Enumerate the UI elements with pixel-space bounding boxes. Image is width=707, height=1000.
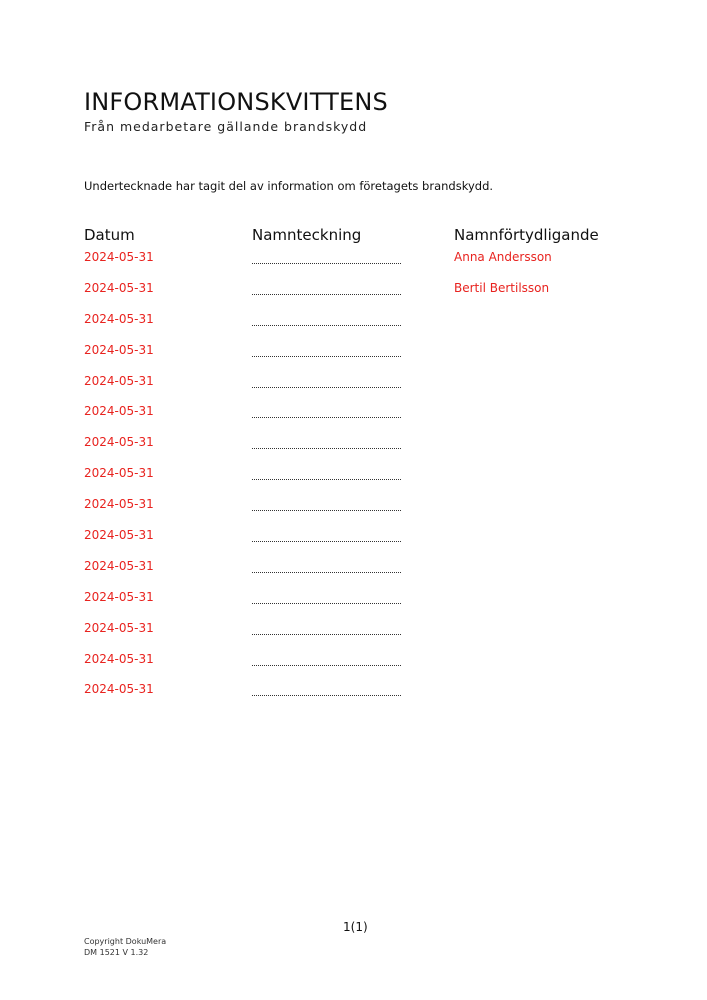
signature-line <box>252 294 401 295</box>
table-row <box>0 250 707 281</box>
document-title: INFORMATIONSKVITTENS <box>84 88 388 116</box>
column-header-date: Datum <box>84 226 135 244</box>
row-date: 2024-05-31 <box>84 589 154 604</box>
signature-line <box>252 510 401 511</box>
signature-line <box>252 603 401 604</box>
table-row <box>0 435 707 466</box>
footer <box>84 936 166 958</box>
table-row <box>0 281 707 312</box>
table-row <box>0 559 707 590</box>
footer-copyright: Copyright DokuMera <box>84 937 167 946</box>
table-row <box>0 404 707 435</box>
row-date: 2024-05-31 <box>84 342 154 357</box>
signature-line <box>252 417 401 418</box>
row-date: 2024-05-31 <box>84 528 154 543</box>
signature-line <box>252 387 401 388</box>
footer-doc-id: DM 1521 V 1.32 <box>84 948 149 957</box>
table-row <box>0 497 707 528</box>
column-header-name-clarification: Namnförtydligande <box>454 226 599 244</box>
table-row <box>0 652 707 683</box>
table-row <box>0 466 707 497</box>
row-date: 2024-05-31 <box>84 466 154 481</box>
document-subtitle: Från medarbetare gällande brandskydd <box>84 119 368 134</box>
table-row <box>0 590 707 621</box>
row-name-clarification: Bertil Bertilsson <box>454 280 550 295</box>
row-date: 2024-05-31 <box>84 404 154 419</box>
row-date: 2024-05-31 <box>84 620 154 635</box>
table-row <box>0 621 707 652</box>
signature-line <box>252 479 401 480</box>
signature-line <box>252 541 401 542</box>
signature-line <box>252 634 401 635</box>
signature-line <box>252 572 401 573</box>
table-row <box>0 528 707 559</box>
row-date: 2024-05-31 <box>84 651 154 666</box>
signature-line <box>252 695 401 696</box>
row-date: 2024-05-31 <box>84 497 154 512</box>
signature-line <box>252 665 401 666</box>
signature-table <box>0 250 707 713</box>
signature-line <box>252 448 401 449</box>
row-date: 2024-05-31 <box>84 311 154 326</box>
signature-line <box>252 325 401 326</box>
signature-line <box>252 263 401 264</box>
row-date: 2024-05-31 <box>84 280 154 295</box>
table-row <box>0 682 707 713</box>
intro-text: Undertecknade har tagit del av information om företagets brandskydd. <box>84 179 494 193</box>
row-date: 2024-05-31 <box>84 682 154 697</box>
row-date: 2024-05-31 <box>84 250 154 264</box>
row-date: 2024-05-31 <box>84 373 154 388</box>
row-date: 2024-05-31 <box>84 435 154 450</box>
row-name-clarification: Anna Andersson <box>454 250 552 264</box>
signature-line <box>252 356 401 357</box>
table-row <box>0 343 707 374</box>
page-number: 1(1) <box>343 920 368 934</box>
table-row <box>0 374 707 405</box>
table-row <box>0 312 707 343</box>
row-date: 2024-05-31 <box>84 558 154 573</box>
column-header-signature: Namnteckning <box>252 226 362 244</box>
